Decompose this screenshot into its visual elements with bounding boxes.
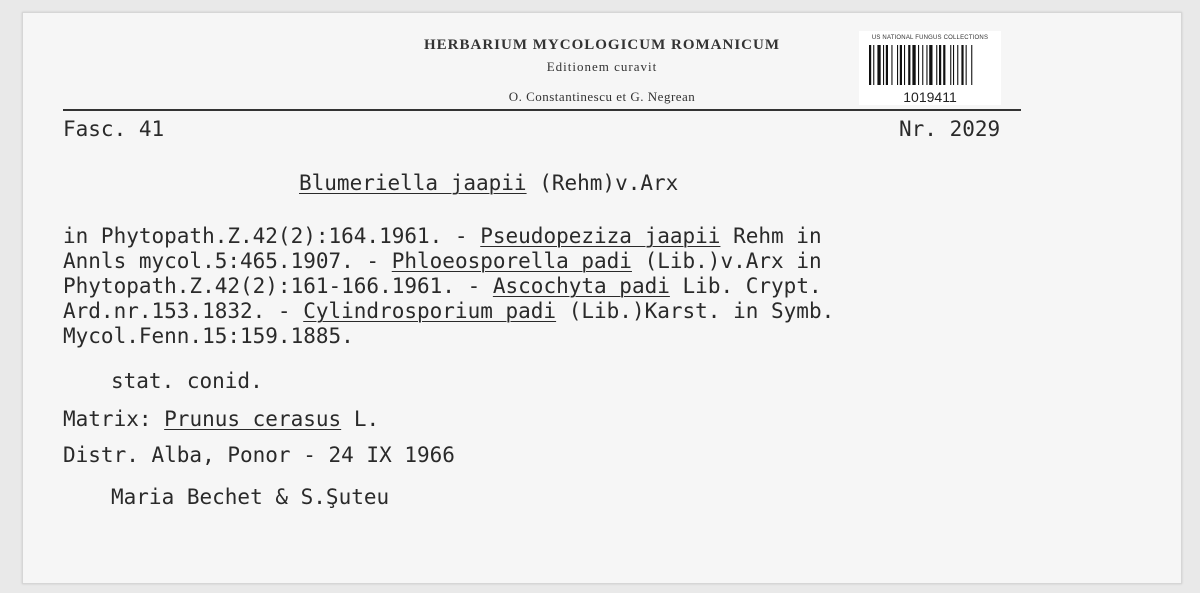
synonym-name: Pseudopeziza jaapii bbox=[480, 224, 721, 248]
synonym-name: Ascochyta padi bbox=[492, 274, 670, 298]
species-author: (Rehm)v.Arx bbox=[526, 171, 679, 195]
specimen-number: Nr. 2029 bbox=[899, 117, 1001, 141]
synonymy-line bbox=[63, 325, 354, 348]
citation-text: (Lib.)v.Arx in bbox=[631, 249, 822, 273]
barcode-label bbox=[859, 31, 1001, 105]
citation-text: Ard.nr.153.1832. - bbox=[63, 299, 304, 323]
synonymy-line bbox=[63, 300, 834, 323]
stat-conid: stat. conid. bbox=[111, 369, 263, 393]
synonymy-line bbox=[63, 275, 822, 298]
herbarium-title: HERBARIUM MYCOLOGICUM ROMANICUM bbox=[424, 37, 780, 53]
editor-note: Editionem curavit bbox=[546, 59, 658, 74]
matrix-author: L. bbox=[341, 407, 380, 431]
barcode-number: 1019411 bbox=[903, 89, 957, 105]
citation-text: in Phytopath.Z.42(2):164.1961. - bbox=[63, 224, 481, 248]
species-title bbox=[299, 171, 678, 195]
species-name: Blumeriella jaapii bbox=[299, 171, 527, 195]
collectors-line: Maria Bechet & S.Şuteu bbox=[111, 485, 390, 509]
synonym-name: Cylindrosporium padi bbox=[303, 299, 557, 323]
synonym-name: Phloeosporella padi bbox=[391, 249, 632, 273]
header-divider bbox=[63, 109, 1021, 111]
citation-text: Lib. Crypt. bbox=[669, 274, 822, 298]
herbarium-label-card bbox=[22, 12, 1182, 584]
barcode-collection: US NATIONAL FUNGUS COLLECTIONS bbox=[871, 35, 989, 41]
citation-text: Annls mycol.5:465.1907. - bbox=[63, 249, 392, 273]
synonymy-line bbox=[63, 250, 822, 273]
citation-text: Mycol.Fenn.15:159.1885. bbox=[63, 324, 354, 348]
matrix-line bbox=[63, 407, 379, 431]
citation-text: Rehm in bbox=[720, 224, 822, 248]
fascicle-number: Fasc. 41 bbox=[63, 117, 165, 141]
matrix-host: Prunus cerasus bbox=[164, 407, 342, 431]
barcode-icon bbox=[869, 45, 991, 85]
citation-text: (Lib.)Karst. in Symb. bbox=[556, 299, 835, 323]
citation-text: Phytopath.Z.42(2):161-166.1961. - bbox=[63, 274, 493, 298]
editors: O. Constantinescu et G. Negrean bbox=[508, 89, 696, 104]
matrix-label: Matrix: bbox=[63, 407, 165, 431]
distribution-line: Distr. Alba, Ponor - 24 IX 1966 bbox=[63, 443, 455, 467]
synonymy-line bbox=[63, 225, 822, 248]
